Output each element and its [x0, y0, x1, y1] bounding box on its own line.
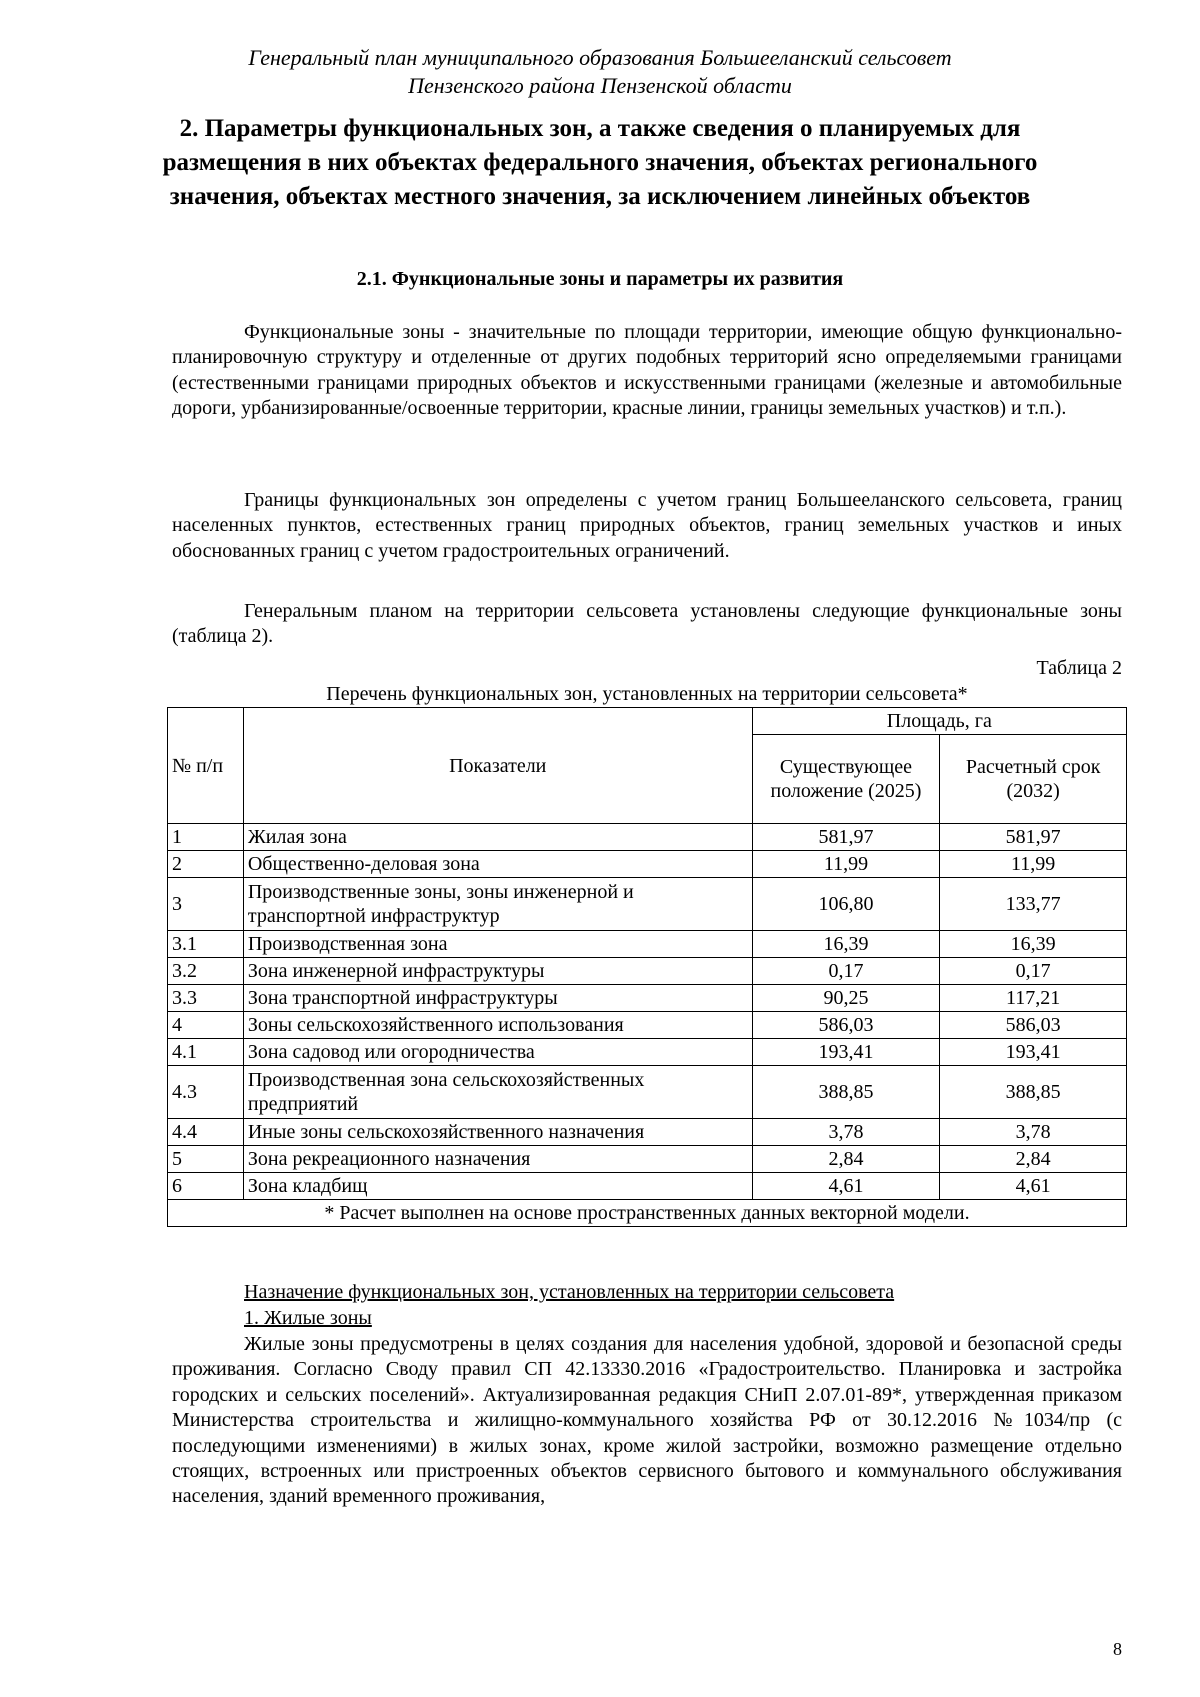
row-existing: 581,97 — [752, 824, 940, 851]
row-num: 2 — [168, 851, 244, 878]
running-header — [150, 44, 1050, 100]
row-name: Производственные зоны, зоны инженерной и транспортной инфраструктур — [243, 878, 752, 931]
table-row — [168, 824, 1127, 851]
table-row — [168, 851, 1127, 878]
row-num: 3.2 — [168, 958, 244, 985]
row-name: Зона рекреационного назначения — [243, 1146, 752, 1173]
table-row — [168, 878, 1127, 931]
row-num: 6 — [168, 1173, 244, 1200]
table-row — [168, 931, 1127, 958]
row-name: Жилая зона — [243, 824, 752, 851]
row-num: 3 — [168, 878, 244, 931]
row-existing: 90,25 — [752, 985, 940, 1012]
table-footnote: * Расчет выполнен на основе пространственных данных векторной модели. — [168, 1200, 1127, 1227]
page-number: 8 — [1113, 1639, 1122, 1659]
row-name: Иные зоны сельскохозяйственного назначения — [243, 1119, 752, 1146]
row-name: Зона кладбищ — [243, 1173, 752, 1200]
header-area: Площадь, га — [752, 708, 1126, 735]
row-planned: 581,97 — [940, 824, 1127, 851]
paragraph-definition: Функциональные зоны - значительные по площади территории, имеющие общую функционально-планировочную структуру и отделенные от других подобных территорий ясно определяемыми границами (естественными границами природных объектов и искусственными границами (железные и автомобильные дороги, урбанизированные/освоенные территории, красные линии, границы земельных участков) и т.п.). — [172, 321, 1122, 420]
row-planned: 2,84 — [940, 1146, 1127, 1173]
running-header-line2: Пензенского района Пензенской области — [408, 73, 792, 98]
row-planned: 3,78 — [940, 1119, 1127, 1146]
row-num: 3.3 — [168, 985, 244, 1012]
row-name: Зона транспортной инфраструктуры — [243, 985, 752, 1012]
row-existing: 11,99 — [752, 851, 940, 878]
row-existing: 3,78 — [752, 1119, 940, 1146]
row-planned: 16,39 — [940, 931, 1127, 958]
row-name: Зона садовод или огородничества — [243, 1039, 752, 1066]
residential-zone-heading: 1. Жилые зоны — [244, 1307, 372, 1329]
row-planned: 117,21 — [940, 985, 1127, 1012]
row-existing: 2,84 — [752, 1146, 940, 1173]
purpose-heading: Назначение функциональных зон, установленных на территории сельсовета — [244, 1281, 895, 1303]
row-planned: 0,17 — [940, 958, 1127, 985]
row-planned: 11,99 — [940, 851, 1127, 878]
row-num: 4 — [168, 1012, 244, 1039]
header-planned: Расчетный срок (2032) — [940, 735, 1127, 824]
header-name: Показатели — [243, 708, 752, 824]
table-row — [168, 1173, 1127, 1200]
row-num: 4.4 — [168, 1119, 244, 1146]
row-existing: 586,03 — [752, 1012, 940, 1039]
paragraph-residential-zones: Жилые зоны предусмотрены в целях создания для населения удобной, здоровой и безопасной среды проживания. Согласно Своду правил СП 42.13330.2016 «Градостроительство. Планировка и застройка городских и сельских поселений». Актуализированная редакция СНиП 2.07.01-89*, утвержденная приказом Министерства строительства и жилищно-коммунального хозяйства РФ от 30.12.2016 №1034/пр (с последующими изменениями) в жилых зонах, кроме жилой застройки, возможно размещение отдельно стоящих, встроенных или пристроенных объектов сервисного бытового и коммунального обслуживания населения, зданий временного проживания, — [172, 1333, 1122, 1508]
table-row — [168, 1146, 1127, 1173]
row-num: 3.1 — [168, 931, 244, 958]
header-num: № п/п — [168, 708, 244, 824]
row-existing: 106,80 — [752, 878, 940, 931]
row-planned: 586,03 — [940, 1012, 1127, 1039]
table-caption: Перечень функциональных зон, установленных на территории сельсовета* — [326, 683, 968, 705]
row-num: 5 — [168, 1146, 244, 1173]
row-num: 4.3 — [168, 1066, 244, 1119]
running-header-line1: Генеральный план муниципального образования Большееланский сельсовет — [248, 45, 952, 70]
row-num: 1 — [168, 824, 244, 851]
table-row — [168, 958, 1127, 985]
table-row — [168, 1066, 1127, 1119]
table-row — [168, 985, 1127, 1012]
row-name: Зона инженерной инфраструктуры — [243, 958, 752, 985]
row-num: 4.1 — [168, 1039, 244, 1066]
subsection-title: 2.1. Функциональные зоны и параметры их развития — [356, 268, 844, 290]
section-title: 2. Параметры функциональных зон, а также сведения о планируемых для размещения в них объектах федерального значения, объектах регионального значения, объектах местного значения, за исключением линейных объектов — [162, 115, 1038, 210]
row-name: Зоны сельскохозяйственного использования — [243, 1012, 752, 1039]
row-existing: 388,85 — [752, 1066, 940, 1119]
row-name: Производственная зона сельскохозяйственных предприятий — [243, 1066, 752, 1119]
row-name: Общественно-деловая зона — [243, 851, 752, 878]
row-existing: 0,17 — [752, 958, 940, 985]
table-row — [168, 1012, 1127, 1039]
row-planned: 193,41 — [940, 1039, 1127, 1066]
header-existing: Существующее положение (2025) — [752, 735, 940, 824]
row-existing: 4,61 — [752, 1173, 940, 1200]
row-planned: 388,85 — [940, 1066, 1127, 1119]
table-row — [168, 1119, 1127, 1146]
row-existing: 16,39 — [752, 931, 940, 958]
row-name: Производственная зона — [243, 931, 752, 958]
table-row — [168, 1039, 1127, 1066]
row-planned: 133,77 — [940, 878, 1127, 931]
table-number: Таблица 2 — [1036, 657, 1122, 679]
paragraph-boundaries: Границы функциональных зон определены с учетом границ Большееланского сельсовета, границ населенных пунктов, естественных границ природных объектов, границ земельных участков и иных обоснованных границ с учетом градостроительных ограничений. — [172, 489, 1122, 562]
paragraph-established-zones: Генеральным планом на территории сельсовета установлены следующие функциональные зоны (таблица 2). — [172, 600, 1122, 648]
row-existing: 193,41 — [752, 1039, 940, 1066]
zones-table — [167, 707, 1127, 1227]
row-planned: 4,61 — [940, 1173, 1127, 1200]
